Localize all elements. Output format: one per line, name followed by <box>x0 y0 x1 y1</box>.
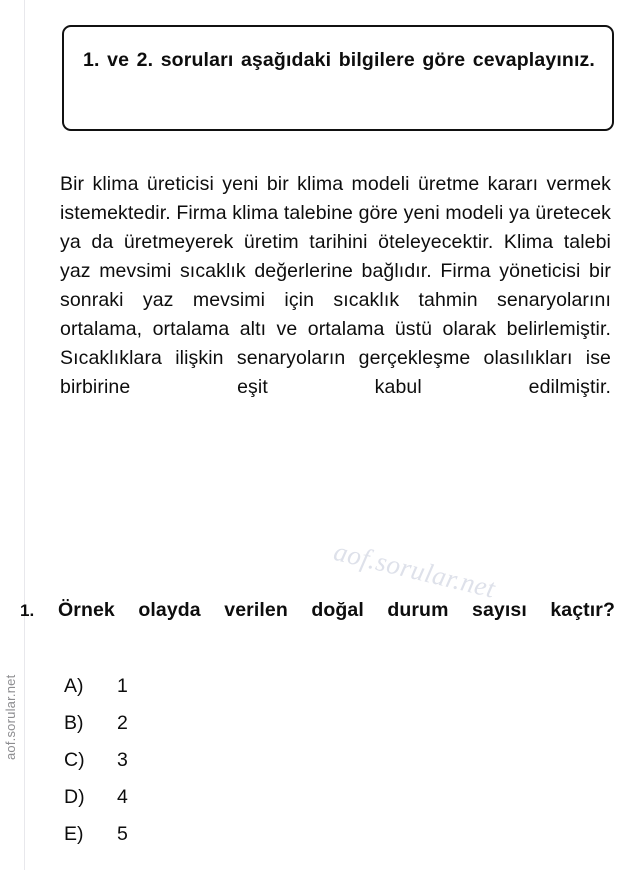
option-c-letter: C) <box>64 749 85 771</box>
option-a-letter: A) <box>64 675 84 697</box>
left-gutter-rule <box>24 0 25 870</box>
option-e-value: 5 <box>117 823 128 845</box>
option-a-value: 1 <box>117 675 128 697</box>
instruction-text: 1. ve 2. soruları aşağıdaki bilgilere göre cevaplayınız. <box>83 49 595 71</box>
option-a[interactable] <box>64 668 364 705</box>
option-d[interactable] <box>64 779 364 816</box>
option-e-letter: E) <box>64 823 84 845</box>
passage-text: Bir klima üreticisi yeni bir klima modeli üretme kararı vermek istemektedir. Firma klima talebine göre yeni modeli ya üretecek ya da üretmeyerek üretim tarihini öteleyecektir. Klima talebi yaz mevsimi sıcaklık değerlerine bağlıdır. Firma yöneticisi bir sonraki yaz mevsimi için sıcaklık tahmin senaryolarını ortalama, ortalama altı ve ortalama üstü olarak belirlemiştir. Sıcaklıklara ilişkin senaryoların gerçekleşme olasılıkları ise birbirine eşit kabul edilmiştir. <box>60 173 611 398</box>
option-c[interactable] <box>64 742 364 779</box>
option-d-letter: D) <box>64 786 85 808</box>
question-text: Örnek olayda verilen doğal durum sayısı kaçtır? <box>58 599 615 621</box>
option-d-value: 4 <box>117 786 128 808</box>
diagonal-watermark: aof.sorular.net <box>330 536 499 604</box>
question-number: 1. <box>20 601 35 620</box>
question-row <box>20 595 615 655</box>
answer-options-list <box>64 668 364 853</box>
option-b[interactable] <box>64 705 364 742</box>
option-b-value: 2 <box>117 712 128 734</box>
instruction-box <box>62 25 614 131</box>
option-b-letter: B) <box>64 712 84 734</box>
option-e[interactable] <box>64 816 364 853</box>
option-c-value: 3 <box>117 749 128 771</box>
question-block <box>20 595 615 655</box>
vertical-watermark: aof.sorular.net <box>3 674 18 760</box>
